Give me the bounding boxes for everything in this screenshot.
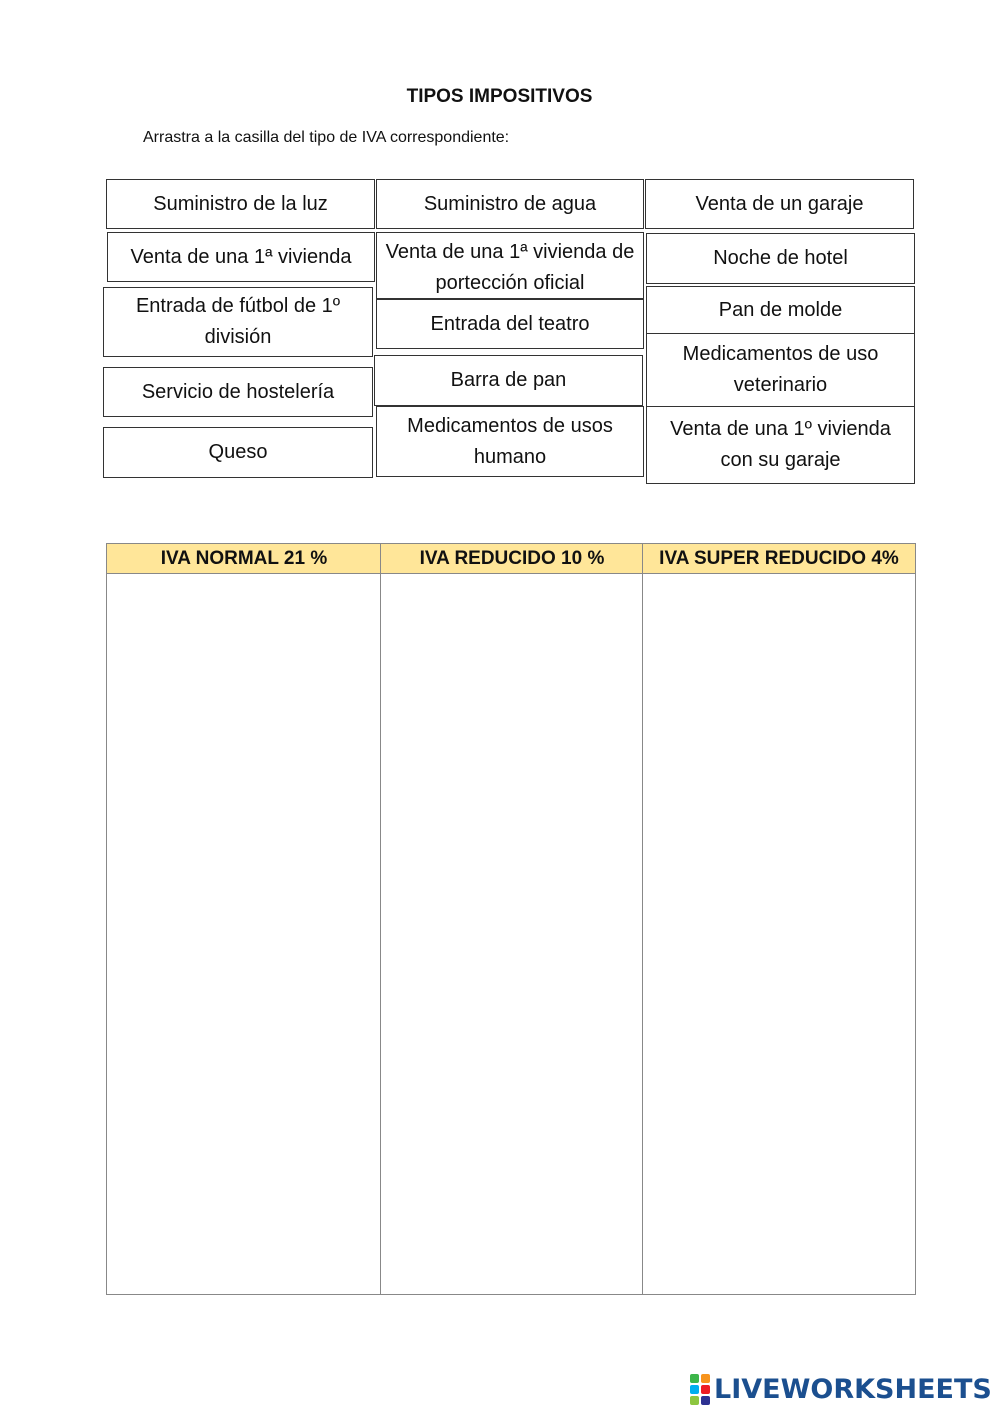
drop-zone-iva-normal[interactable] [107, 574, 381, 1294]
drag-item-noche-hotel[interactable] [646, 233, 915, 284]
drag-item-vivienda-con-garaje[interactable] [646, 406, 915, 484]
column-divider [380, 544, 381, 1294]
header-iva-reducido: IVA REDUCIDO 10 % [381, 544, 643, 574]
drag-item-venta-garaje[interactable] [645, 179, 914, 229]
drag-item-entrada-futbol[interactable] [103, 287, 373, 357]
iva-classification-table [106, 543, 916, 1295]
drag-item-label: Queso [208, 441, 268, 463]
liveworksheets-logo [690, 1372, 992, 1406]
drag-item-pan-molde[interactable] [646, 286, 915, 334]
drag-item-medicamentos-veterinario[interactable] [646, 333, 915, 407]
drag-item-entrada-teatro[interactable] [376, 299, 644, 349]
drag-item-suministro-luz[interactable] [106, 179, 375, 229]
drag-item-label: Medicamentos de uso veterinario [682, 343, 879, 396]
drag-item-label: Venta de un garaje [695, 192, 864, 215]
drag-item-label: Barra de pan [450, 369, 567, 391]
drop-zone-iva-reducido[interactable] [381, 574, 643, 1294]
drag-item-label: Pan de molde [718, 298, 843, 321]
drag-item-label: Medicamentos de usos humano [407, 414, 613, 468]
worksheet-title: TIPOS IMPOSITIVOS [406, 86, 593, 107]
drag-item-queso[interactable] [103, 427, 373, 478]
column-divider [642, 544, 643, 1294]
drag-item-servicio-hosteleria[interactable] [103, 367, 373, 417]
drag-item-label: Venta de una 1ª vivienda [130, 245, 352, 268]
drag-item-label: Servicio de hostelería [141, 380, 335, 403]
drag-item-barra-pan[interactable] [374, 355, 643, 406]
drop-zone-iva-super-reducido[interactable] [643, 574, 915, 1294]
drag-item-label: Suministro de la luz [153, 192, 328, 215]
header-iva-normal: IVA NORMAL 21 % [107, 544, 381, 574]
drag-item-label: Noche de hotel [713, 247, 848, 269]
instruction-text: Arrastra a la casilla del tipo de IVA correspondiente: [143, 129, 510, 146]
drag-item-medicamentos-humano[interactable] [376, 406, 644, 477]
drag-item-venta-vivienda[interactable] [107, 232, 375, 282]
drag-item-label: Venta de una 1º vivienda con su garaje [670, 418, 891, 471]
drag-item-vivienda-proteccion-oficial[interactable] [376, 232, 644, 299]
liveworksheets-logo-icon [690, 1374, 710, 1405]
brand-name: LIVEWORKSHEETS [714, 1373, 992, 1405]
drag-item-label: Suministro de agua [423, 192, 597, 215]
drag-item-suministro-agua[interactable] [376, 179, 644, 229]
drag-item-label: Entrada de fútbol de 1º división [135, 295, 341, 348]
drag-item-label: Venta de una 1ª vivienda de portección oficial [385, 241, 635, 294]
header-iva-super-reducido: IVA SUPER REDUCIDO 4% [643, 544, 915, 574]
drag-item-label: Entrada del teatro [430, 312, 590, 335]
